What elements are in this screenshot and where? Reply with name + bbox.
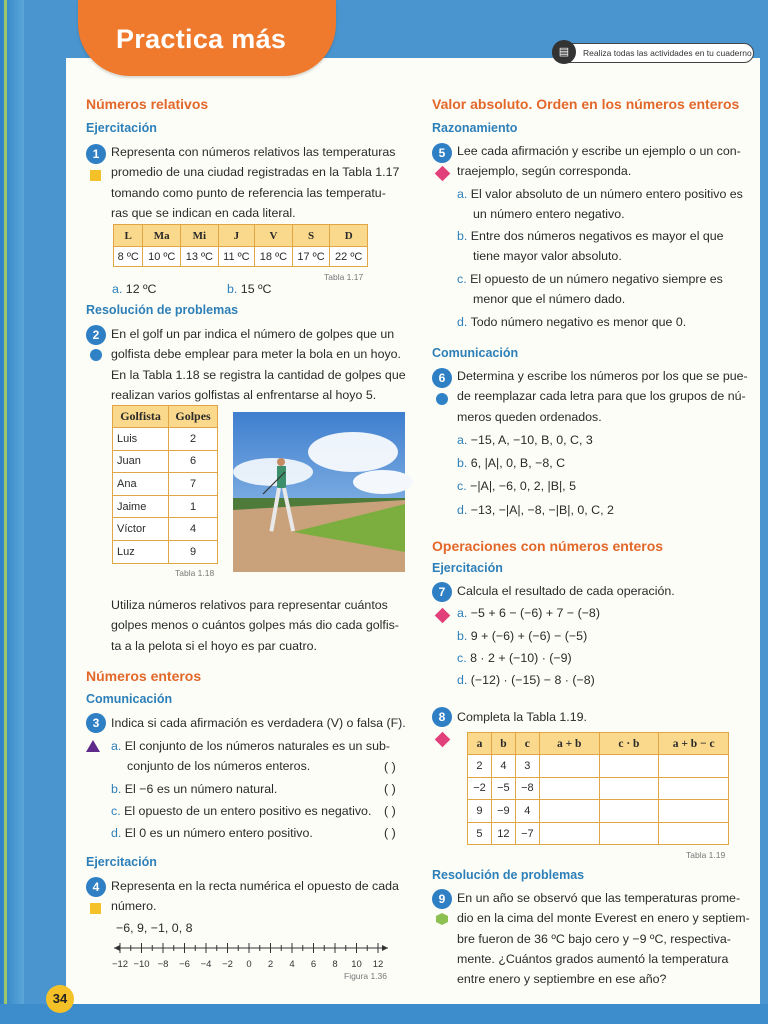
exercise-9-text: En un año se observó que las temperaturas prome- dio en la cima del monte Everest en enero y septiem- bre fueron de 36 ºC bajo cero y −9 ºC, respectiva- mente. ¿Cuántos grados aumentó la temperatura entre enero y septiembre en ese año? xyxy=(457,891,750,987)
number-line-label: −4 xyxy=(200,959,212,970)
book-icon: ▤ xyxy=(552,40,576,64)
exercise-number: 9 xyxy=(432,889,452,909)
literal-a: a. 12 ºC xyxy=(112,282,157,296)
exercise-2-text: En el golf un par indica el número de golpes que un golfista debe emplear para meter la bola en un hoyo. En la Tabla 1.18 se registra la cantidad de golpes que realizan varios golfistas al enfrentarse al hoyo 5. xyxy=(111,327,406,402)
bottom-border xyxy=(0,1004,768,1024)
number-line-label: 2 xyxy=(267,959,274,970)
answer-blank[interactable]: ( ) xyxy=(384,804,396,818)
blue-circle-icon xyxy=(436,393,448,405)
number-line-label: 8 xyxy=(332,959,338,970)
golf-table: Golfista Golpes Luis 2 Juan 6 Ana 7 Jaime 1 Víctor 4 Luz 9 xyxy=(112,405,218,564)
exercise-3-items: a. El conjunto de los números naturales es un sub- conjunto de los números enteros. b. El −6 es un número natural. c. El opuesto de un entero positivo es negativo. d. El 0 es un número entero positivo. xyxy=(111,739,390,841)
golfer-photo xyxy=(233,412,405,572)
section-title: Números relativos xyxy=(86,96,209,112)
exercise-8-text: Completa la Tabla 1.19. xyxy=(457,710,587,724)
exercise-number: 2 xyxy=(86,325,106,345)
number-line-label: 10 xyxy=(351,959,362,970)
number-line-label: 4 xyxy=(289,959,295,970)
exercise-number: 7 xyxy=(432,582,452,602)
purple-triangle-icon xyxy=(86,740,100,752)
exercise-5-text: Lee cada afirmación y escribe un ejemplo o un con- traejemplo, según corresponda. a. El valor absoluto de un número entero positivo es un número entero negativo. b. Entre dos números negativos es mayor el que tiene mayor valor absoluto. c. El opuesto de un número negativo siempre es menor que el número dado. d. Todo número negativo es menor que 0. xyxy=(457,144,743,330)
yellow-square-icon xyxy=(90,903,101,914)
exercise-6-text: Determina y escribe los números por los que se pue- de reemplazar cada letra para que los grupos de nú- meros queden ordenados. a. −15, A, −10, B, 0, C, 3 b. 6, |A|, 0, B, −8, C c. −|A|, −6, 0, 2, |B|, 5 d. −13, −|A|, −8, −|B|, 0, C, 2 xyxy=(457,369,748,517)
exercise-3-text: Indica si cada afirmación es verdadera (V) o falsa (F). xyxy=(111,716,406,730)
blue-circle-icon xyxy=(90,349,102,361)
literal-b: b. 15 ºC xyxy=(227,282,272,296)
number-line-label: −8 xyxy=(157,959,169,970)
number-line-label: 6 xyxy=(310,959,317,970)
figure-caption: Figura 1.36 xyxy=(344,971,387,981)
section-title: Números enteros xyxy=(86,668,202,684)
exercise-number: 1 xyxy=(86,144,106,164)
right-border xyxy=(760,0,768,1024)
exercise-number: 6 xyxy=(432,368,452,388)
operations-table: a b c a + b c · b a + b − c 2 4 3 −2 −5 −8 9 −9 4 5 12 −7 xyxy=(467,732,729,845)
page-number: 34 xyxy=(46,985,74,1013)
exercise-7-text: Calcula el resultado de cada operación. a. −5 + 6 − (−6) + 7 − (−8) b. 9 + (−6) + (−6) − (−5) c. 8 · 2 + (−10) · (−9) d. (−12) · (−15) − 8 · (−8) xyxy=(457,584,675,688)
section-title: Valor absoluto. Orden en los números enteros xyxy=(432,96,740,112)
temperature-table: L Ma Mi J V S D 8 ºC 10 ºC 13 ºC 11 ºC 18 ºC 17 ºC 22 ºC xyxy=(113,224,368,267)
number-line-label: −12 xyxy=(111,959,129,970)
subsection-title: Comunicación xyxy=(432,346,519,360)
table-caption: Tabla 1.19 xyxy=(686,850,726,860)
number-line-label: 12 xyxy=(372,959,384,970)
answer-blank[interactable]: ( ) xyxy=(384,782,396,796)
exercise-number: 8 xyxy=(432,707,452,727)
subsection-title: Resolución de problemas xyxy=(86,303,239,317)
subsection-title: Ejercitación xyxy=(432,561,503,575)
subsection-title: Ejercitación xyxy=(86,855,157,869)
values-list: −6, 9, −1, 0, 8 xyxy=(116,921,193,935)
left-border xyxy=(0,0,24,1024)
number-line-label: −2 xyxy=(222,959,233,970)
number-line-label: −6 xyxy=(179,959,190,970)
answer-blank[interactable]: ( ) xyxy=(384,826,396,840)
number-line-label: 0 xyxy=(246,959,252,970)
exercise-number: 3 xyxy=(86,713,106,733)
number-line-label: −10 xyxy=(133,959,150,970)
exercise-number: 5 xyxy=(432,143,452,163)
answer-blank[interactable]: ( ) xyxy=(384,760,396,774)
exercise-2-question: Utiliza números relativos para representar cuántos golpes menos o cuántos golpes más dio cada golfis- ta a la pelota si el hoyo es par cuatro. xyxy=(111,598,399,653)
exercise-number: 4 xyxy=(86,877,106,897)
exercise-4-text: Representa en la recta numérica el opuesto de cada número. xyxy=(111,879,399,914)
table-caption: Tabla 1.17 xyxy=(324,272,364,282)
page-title: Practica más xyxy=(116,24,287,54)
subsection-title: Comunicación xyxy=(86,692,173,706)
subsection-title: Ejercitación xyxy=(86,121,157,135)
subsection-title: Razonamiento xyxy=(432,121,518,135)
exercise-1-text: Representa con números relativos las temperaturas promedio de una ciudad registradas en la Tabla 1.17 tomando como punto de referencia las temperatu- ras que se indican en cada literal. xyxy=(111,145,400,220)
subsection-title: Resolución de problemas xyxy=(432,868,585,882)
yellow-square-icon xyxy=(90,170,101,181)
notebook-hint: Realiza todas las actividades en tu cuaderno xyxy=(552,43,754,63)
table-caption: Tabla 1.18 xyxy=(175,568,215,578)
section-title: Operaciones con números enteros xyxy=(432,538,664,554)
header-tab xyxy=(78,0,336,76)
